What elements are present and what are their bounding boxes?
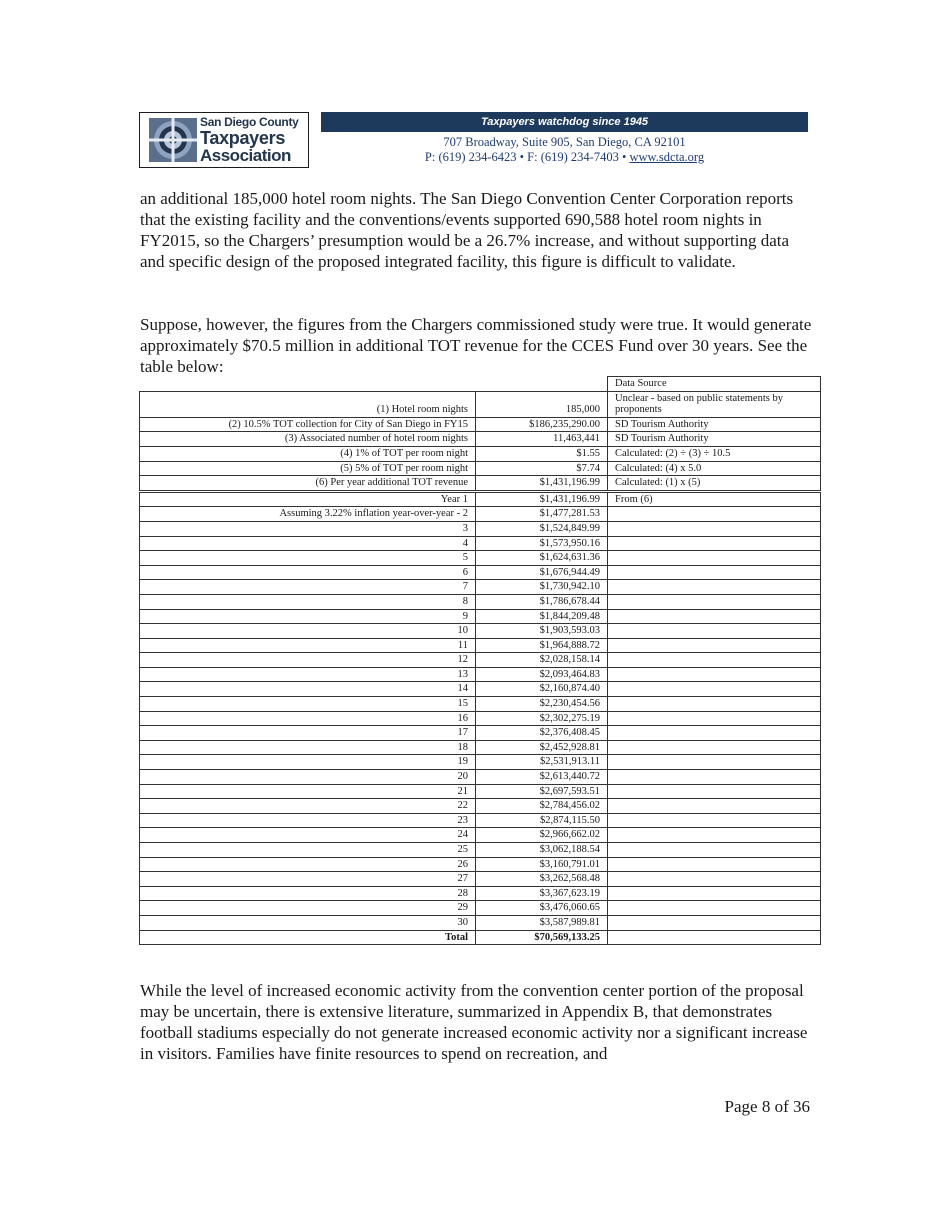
- year-row: [140, 857, 821, 872]
- year-row: [140, 872, 821, 887]
- table-row: [140, 417, 821, 432]
- row-label: (5) 5% of TOT per room night: [140, 461, 476, 476]
- row-source: [608, 915, 821, 930]
- row-label: 24: [140, 828, 476, 843]
- row-label: 8: [140, 594, 476, 609]
- row-label: (6) Per year additional TOT revenue: [140, 476, 476, 492]
- row-label: Assuming 3.22% inflation year-over-year - 2: [140, 507, 476, 522]
- year-row: [140, 638, 821, 653]
- row-value: $2,376,408.45: [476, 726, 608, 741]
- logo-wordmark: [200, 116, 299, 164]
- logo-line-3: Association: [200, 146, 291, 165]
- address-block: [321, 135, 808, 165]
- row-value: 185,000: [476, 391, 608, 417]
- row-label: 22: [140, 799, 476, 814]
- tot-revenue-table: [139, 376, 821, 945]
- table-row: [140, 461, 821, 476]
- row-source: Calculated: (1) x (5): [608, 476, 821, 492]
- row-label: 7: [140, 580, 476, 595]
- row-value: $1,524,849.99: [476, 521, 608, 536]
- row-source: [608, 843, 821, 858]
- target-emblem-icon: [148, 117, 198, 163]
- row-source: [608, 857, 821, 872]
- row-value: $1,477,281.53: [476, 507, 608, 522]
- tagline-banner: Taxpayers watchdog since 1945: [321, 112, 808, 132]
- year-row: [140, 843, 821, 858]
- website-link[interactable]: www.sdcta.org: [629, 150, 705, 164]
- row-source: [608, 697, 821, 712]
- row-value: $3,367,623.19: [476, 886, 608, 901]
- row-label: (1) Hotel room nights: [140, 391, 476, 417]
- year-row: [140, 682, 821, 697]
- year-row: [140, 901, 821, 916]
- year-row: [140, 770, 821, 785]
- year-row: [140, 813, 821, 828]
- row-source: [608, 813, 821, 828]
- row-label: 5: [140, 551, 476, 566]
- row-source: [608, 740, 821, 755]
- row-label: (4) 1% of TOT per room night: [140, 446, 476, 461]
- data-source-header: Data Source: [608, 377, 821, 392]
- table-row: [140, 432, 821, 447]
- row-label: 17: [140, 726, 476, 741]
- table-row: [140, 391, 821, 417]
- row-value: $3,062,188.54: [476, 843, 608, 858]
- row-value: $1,844,209.48: [476, 609, 608, 624]
- row-label: 30: [140, 915, 476, 930]
- total-row: [140, 930, 821, 945]
- year-row: [140, 886, 821, 901]
- row-label: (3) Associated number of hotel room nights: [140, 432, 476, 447]
- year-row: [140, 697, 821, 712]
- table-row: [140, 476, 821, 492]
- row-source: [608, 901, 821, 916]
- table-row: [140, 446, 821, 461]
- row-source: [608, 521, 821, 536]
- row-value: $3,587,989.81: [476, 915, 608, 930]
- row-source: [608, 886, 821, 901]
- year-row: [140, 609, 821, 624]
- row-value: $1,573,950.16: [476, 536, 608, 551]
- row-source: [608, 930, 821, 945]
- table-header-row: [140, 377, 821, 392]
- row-value: $2,874,115.50: [476, 813, 608, 828]
- row-source: [608, 565, 821, 580]
- sdcta-logo: [139, 112, 309, 168]
- row-value: $2,302,275.19: [476, 711, 608, 726]
- year-row: [140, 580, 821, 595]
- year-row: [140, 653, 821, 668]
- row-value: $2,697,593.51: [476, 784, 608, 799]
- row-value: $1,624,631.36: [476, 551, 608, 566]
- row-label: (2) 10.5% TOT collection for City of San Diego in FY15: [140, 417, 476, 432]
- row-label: 23: [140, 813, 476, 828]
- row-source: [608, 624, 821, 639]
- row-value: $2,966,662.02: [476, 828, 608, 843]
- year-row: [140, 507, 821, 522]
- row-value: $1,964,888.72: [476, 638, 608, 653]
- row-label: 27: [140, 872, 476, 887]
- year-row: [140, 726, 821, 741]
- row-source: [608, 594, 821, 609]
- row-label: 20: [140, 770, 476, 785]
- row-value: $2,531,913.11: [476, 755, 608, 770]
- row-label: 4: [140, 536, 476, 551]
- header-blank-cell: [140, 377, 476, 392]
- row-label: 21: [140, 784, 476, 799]
- year-row: [140, 828, 821, 843]
- row-source: [608, 711, 821, 726]
- year-row: [140, 915, 821, 930]
- row-source: [608, 536, 821, 551]
- row-source: [608, 770, 821, 785]
- logo-line-2: Taxpayers: [200, 128, 286, 148]
- header-blank-cell: [476, 377, 608, 392]
- row-value: $7.74: [476, 461, 608, 476]
- year-row: [140, 667, 821, 682]
- row-value: $2,452,928.81: [476, 740, 608, 755]
- row-value: $2,230,454.56: [476, 697, 608, 712]
- year-row: [140, 521, 821, 536]
- row-label: Year 1: [140, 491, 476, 507]
- paragraph-hotel-nights: an additional 185,000 hotel room nights. The San Diego Convention Center Corporation reports that the existing facility and the conventions/events supported 690,588 hotel room nights in FY2015, so the Chargers’ presumption would be a 26.7% increase, and without supporting data and specific design of the proposed integrated facility, this figure is difficult to validate.: [140, 189, 794, 271]
- row-source: [608, 755, 821, 770]
- row-source: [608, 799, 821, 814]
- row-value: $1,431,196.99: [476, 476, 608, 492]
- row-label: 29: [140, 901, 476, 916]
- year-row: [140, 755, 821, 770]
- row-value: $2,093,464.83: [476, 667, 608, 682]
- row-label: 3: [140, 521, 476, 536]
- row-value: 11,463,441: [476, 432, 608, 447]
- row-value: $1,786,678.44: [476, 594, 608, 609]
- row-label: 19: [140, 755, 476, 770]
- row-source: [608, 682, 821, 697]
- row-source: SD Tourism Authority: [608, 432, 821, 447]
- year-row: [140, 624, 821, 639]
- row-source: [608, 667, 821, 682]
- row-source: [608, 507, 821, 522]
- year-row: [140, 536, 821, 551]
- row-value: $2,028,158.14: [476, 653, 608, 668]
- row-source: From (6): [608, 491, 821, 507]
- row-value: $2,160,874.40: [476, 682, 608, 697]
- row-label: 6: [140, 565, 476, 580]
- phone-fax: P: (619) 234-6423 • F: (619) 234-7403 •: [424, 150, 627, 164]
- row-value: $3,476,060.65: [476, 901, 608, 916]
- row-source: [608, 580, 821, 595]
- row-value: $186,235,290.00: [476, 417, 608, 432]
- row-source: [608, 609, 821, 624]
- row-source: Unclear - based on public statements by proponents: [608, 391, 821, 417]
- page-number: Page 8 of 36: [724, 1097, 810, 1116]
- row-value: $70,569,133.25: [476, 930, 608, 945]
- row-label: 14: [140, 682, 476, 697]
- year-row: [140, 491, 821, 507]
- row-value: $1.55: [476, 446, 608, 461]
- year-row: [140, 784, 821, 799]
- row-value: $1,730,942.10: [476, 580, 608, 595]
- row-source: [608, 638, 821, 653]
- row-label: 26: [140, 857, 476, 872]
- contact-line: [321, 150, 808, 165]
- row-source: [608, 551, 821, 566]
- row-label: 12: [140, 653, 476, 668]
- row-label: 9: [140, 609, 476, 624]
- row-source: [608, 828, 821, 843]
- row-source: SD Tourism Authority: [608, 417, 821, 432]
- row-value: $1,676,944.49: [476, 565, 608, 580]
- row-label: 28: [140, 886, 476, 901]
- row-label: 18: [140, 740, 476, 755]
- row-source: [608, 726, 821, 741]
- row-label: 11: [140, 638, 476, 653]
- row-value: $2,613,440.72: [476, 770, 608, 785]
- row-source: [608, 784, 821, 799]
- row-value: $1,431,196.99: [476, 491, 608, 507]
- row-value: $2,784,456.02: [476, 799, 608, 814]
- year-row: [140, 740, 821, 755]
- row-label: 10: [140, 624, 476, 639]
- row-value: $3,262,568.48: [476, 872, 608, 887]
- row-label: Total: [140, 930, 476, 945]
- logo-line-1: San Diego County: [200, 115, 299, 129]
- street-address: 707 Broadway, Suite 905, San Diego, CA 92101: [443, 135, 686, 149]
- row-source: Calculated: (2) ÷ (3) ÷ 10.5: [608, 446, 821, 461]
- row-source: [608, 872, 821, 887]
- paragraph-stadium-literature: While the level of increased economic activity from the convention center portion of the proposal may be uncertain, there is extensive literature, summarized in Appendix B, that demonstrates football stadiums especially do not generate increased economic activity nor a significant increase in visitors. Families have finite resources to spend on recreation, and: [140, 981, 808, 1063]
- row-label: 16: [140, 711, 476, 726]
- year-row: [140, 711, 821, 726]
- row-value: $3,160,791.01: [476, 857, 608, 872]
- row-source: [608, 653, 821, 668]
- year-row: [140, 565, 821, 580]
- table-body: [140, 377, 821, 945]
- row-label: 25: [140, 843, 476, 858]
- year-row: [140, 799, 821, 814]
- row-label: 13: [140, 667, 476, 682]
- row-source: Calculated: (4) x 5.0: [608, 461, 821, 476]
- row-label: 15: [140, 697, 476, 712]
- row-value: $1,903,593.03: [476, 624, 608, 639]
- paragraph-tot-revenue: Suppose, however, the figures from the Chargers commissioned study were true. It would generate approximately $70.5 million in additional TOT revenue for the CCES Fund over 30 years. See the table below:: [140, 315, 812, 376]
- year-row: [140, 594, 821, 609]
- year-row: [140, 551, 821, 566]
